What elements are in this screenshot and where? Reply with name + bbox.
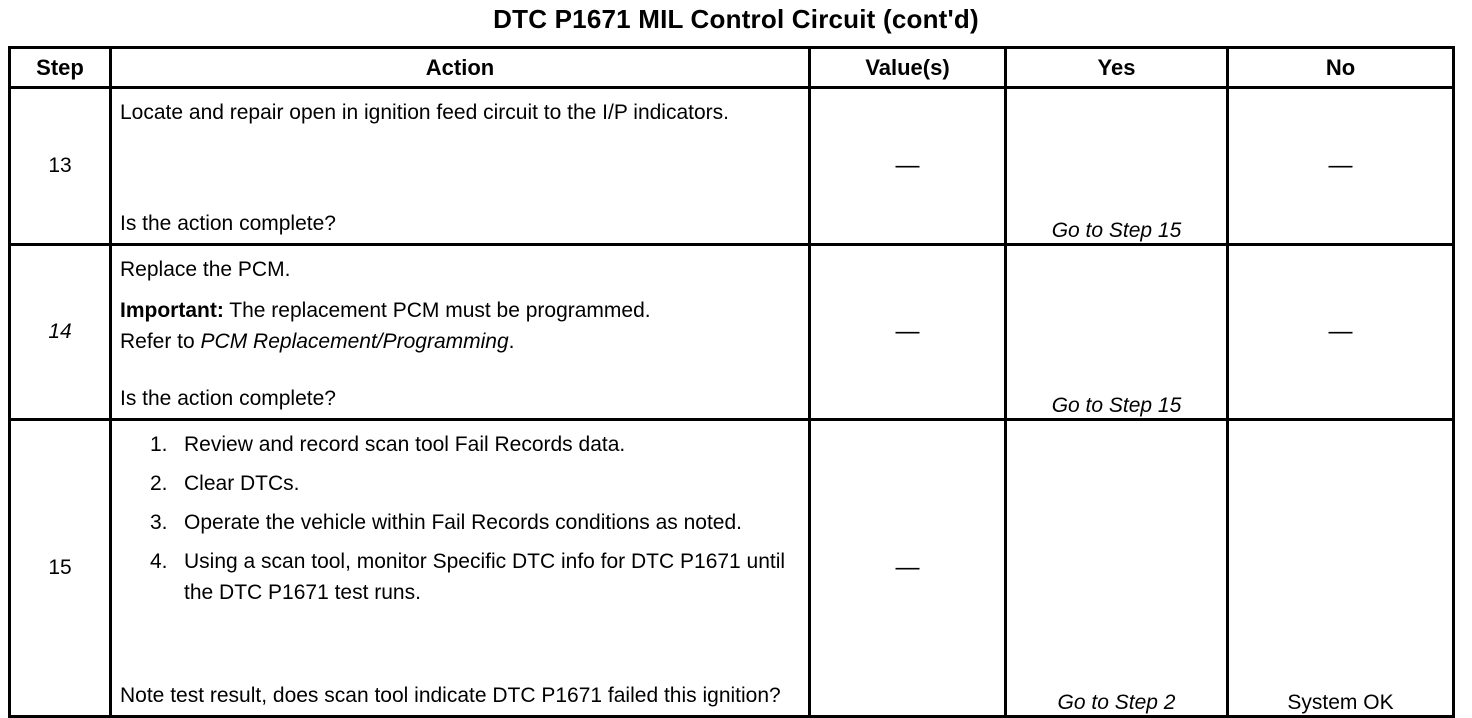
action-text: Replace the PCM. — [120, 258, 291, 281]
values-cell: — — [810, 245, 1006, 420]
values-cell: — — [810, 420, 1006, 717]
no-cell: — — [1228, 88, 1454, 245]
list-item-number: 4. — [150, 550, 168, 573]
table-row-step-13 — [10, 88, 1454, 245]
table-header-row — [10, 48, 1454, 88]
no-cell: — — [1228, 245, 1454, 420]
list-item-number: 2. — [150, 472, 168, 495]
important-text: The replacement PCM must be programmed. — [223, 299, 651, 322]
list-item-number: 1. — [150, 433, 168, 456]
header-no: No — [1228, 48, 1454, 88]
list-item — [150, 546, 798, 608]
header-action: Action — [111, 48, 810, 88]
header-step: Step — [10, 48, 111, 88]
action-question: Is the action complete? — [120, 387, 336, 410]
list-item-text: Using a scan tool, monitor Specific DTC info for DTC P1671 until the DTC P1671 test runs. — [184, 550, 786, 604]
header-values: Value(s) — [810, 48, 1006, 88]
list-item-text: Operate the vehicle within Fail Records conditions as noted. — [184, 511, 742, 534]
list-item — [150, 468, 798, 499]
refer-prefix: Refer to — [120, 330, 201, 353]
refer-link: PCM Replacement/Programming — [200, 330, 509, 353]
list-item — [150, 429, 798, 460]
action-cell — [111, 420, 810, 717]
step-number: 15 — [10, 420, 111, 717]
yes-cell: Go to Step 15 — [1006, 88, 1228, 245]
values-cell: — — [810, 88, 1006, 245]
step-number: 13 — [10, 88, 111, 245]
action-question: Note test result, does scan tool indicate DTC P1671 failed this ignition? — [120, 684, 781, 707]
yes-cell: Go to Step 15 — [1006, 245, 1228, 420]
action-cell — [111, 245, 810, 420]
list-item-text: Review and record scan tool Fail Records data. — [184, 433, 626, 456]
table-row-step-14 — [10, 245, 1454, 420]
list-item — [150, 507, 798, 538]
important-note — [120, 295, 798, 326]
table-row-step-15 — [10, 420, 1454, 717]
procedure-list — [120, 429, 798, 608]
action-cell — [111, 88, 810, 245]
no-cell: System OK — [1228, 420, 1454, 717]
list-item-text: Clear DTCs. — [184, 472, 300, 495]
step-number: 14 — [10, 245, 111, 420]
page-title: DTC P1671 MIL Control Circuit (cont'd) — [493, 4, 979, 34]
header-yes: Yes — [1006, 48, 1228, 88]
refer-note — [120, 326, 798, 357]
list-item-number: 3. — [150, 511, 168, 534]
action-question: Is the action complete? — [120, 212, 336, 235]
diagnostic-table — [8, 46, 1455, 718]
important-label: Important: — [120, 299, 224, 322]
yes-cell: Go to Step 2 — [1006, 420, 1228, 717]
action-text: Locate and repair open in ignition feed circuit to the I/P indicators. — [120, 101, 729, 124]
refer-suffix: . — [508, 330, 515, 353]
